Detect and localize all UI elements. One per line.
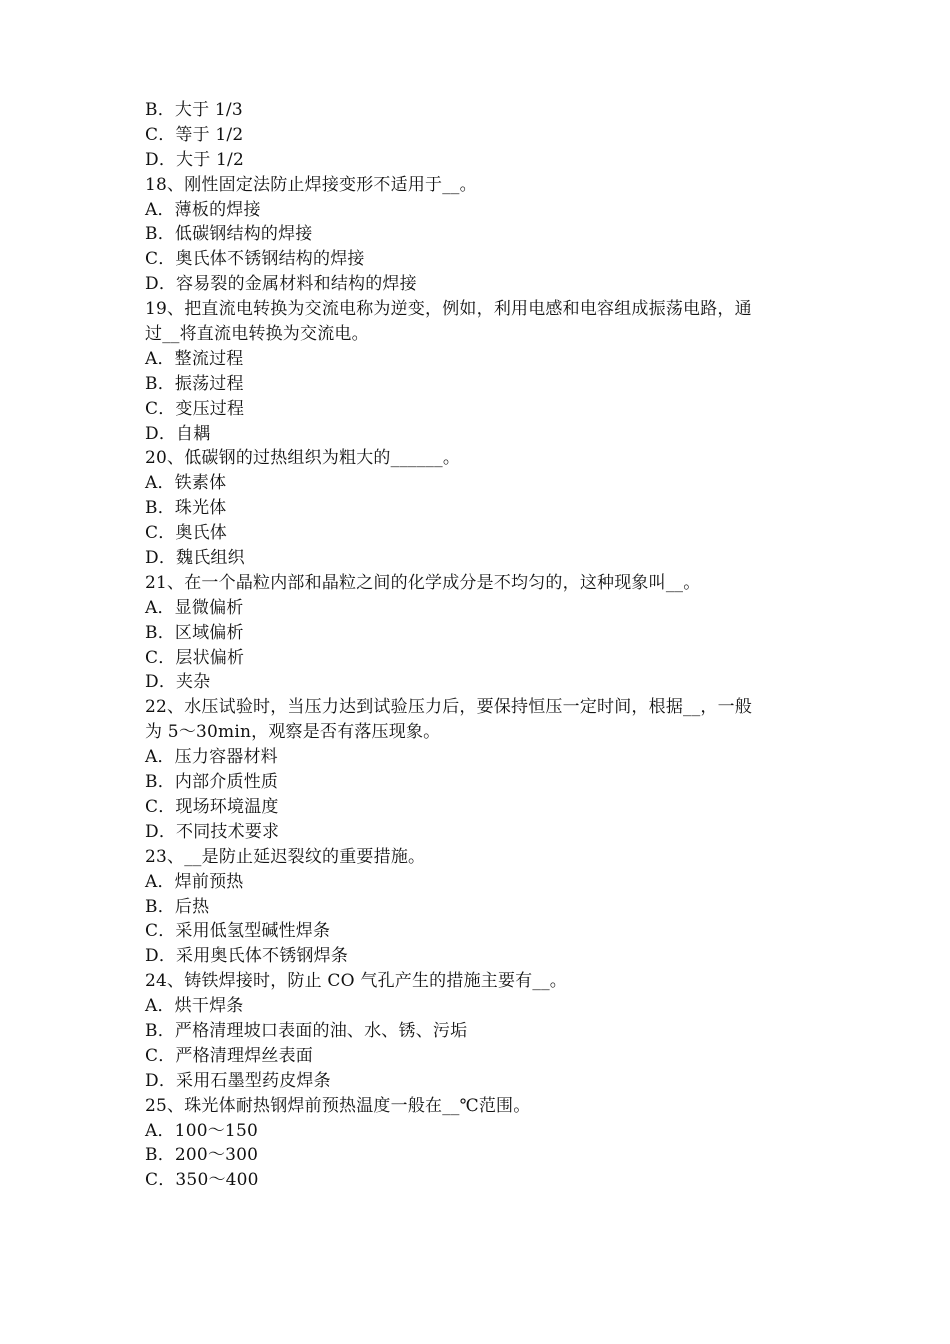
option-line: A．薄板的焊接 bbox=[145, 199, 261, 220]
option-line: C．350～400 bbox=[145, 1170, 259, 1191]
option-line: B．区域偏析 bbox=[145, 622, 244, 643]
option-line: B．大于 1/3 bbox=[145, 100, 243, 120]
question-line: 21、在一个晶粒内部和晶粒之间的化学成分是不均匀的，这种现象叫__。 bbox=[145, 572, 701, 593]
option-line: A．显微偏析 bbox=[145, 597, 244, 618]
question-line: 为 5～30min，观察是否有落压现象。 bbox=[145, 722, 441, 743]
document-page bbox=[145, 98, 817, 1193]
option-line: B．内部介质性质 bbox=[145, 772, 279, 793]
option-line: A．铁素体 bbox=[145, 473, 227, 494]
option-line: D．大于 1/2 bbox=[145, 149, 244, 170]
option-line: C．采用低氢型碱性焊条 bbox=[145, 921, 331, 942]
question-line: 23、__是防止延迟裂纹的重要措施。 bbox=[145, 846, 426, 867]
option-line: D．采用石墨型药皮焊条 bbox=[145, 1070, 331, 1091]
option-line: A．压力容器材料 bbox=[145, 747, 278, 768]
option-line: B．后热 bbox=[145, 896, 210, 917]
option-line: B．珠光体 bbox=[145, 498, 227, 519]
option-line: C．现场环境温度 bbox=[145, 796, 279, 817]
question-line: 过__将直流电转换为交流电。 bbox=[145, 324, 369, 345]
question-line: 22、水压试验时，当压力达到试验压力后，要保持恒压一定时间，根据__，一般 bbox=[145, 697, 753, 718]
option-line: D．容易裂的金属材料和结构的焊接 bbox=[145, 274, 417, 295]
question-line: 19、把直流电转换为交流电称为逆变，例如，利用电感和电容组成振荡电路，通 bbox=[145, 299, 752, 320]
option-line: D．夹杂 bbox=[145, 672, 211, 693]
option-line: A．焊前预热 bbox=[145, 871, 244, 892]
option-line: B．200～300 bbox=[145, 1145, 259, 1166]
option-line: C．变压过程 bbox=[145, 398, 245, 419]
option-line: D．采用奥氏体不锈钢焊条 bbox=[145, 946, 349, 967]
option-line: B．低碳钢结构的焊接 bbox=[145, 224, 313, 245]
option-line: D．自耦 bbox=[145, 423, 211, 444]
option-line: A．整流过程 bbox=[145, 348, 244, 369]
option-line: C．等于 1/2 bbox=[145, 124, 244, 145]
question-line: 20、低碳钢的过热组织为粗大的______。 bbox=[145, 448, 461, 469]
option-line: C．奥氏体不锈钢结构的焊接 bbox=[145, 249, 365, 270]
option-line: B．严格清理坡口表面的油、水、锈、污垢 bbox=[145, 1020, 468, 1041]
question-line: 25、珠光体耐热钢焊前预热温度一般在__℃范围。 bbox=[145, 1095, 531, 1116]
option-line: B．振荡过程 bbox=[145, 373, 244, 394]
option-line: A．100～150 bbox=[145, 1120, 258, 1141]
question-line: 18、刚性固定法防止焊接变形不适用于__。 bbox=[145, 174, 477, 195]
option-line: D．魏氏组织 bbox=[145, 548, 245, 569]
option-line: D．不同技术要求 bbox=[145, 821, 280, 842]
option-line: C．严格清理焊丝表面 bbox=[145, 1045, 314, 1066]
option-line: C．层状偏析 bbox=[145, 647, 245, 668]
option-line: C．奥氏体 bbox=[145, 523, 228, 544]
question-line: 24、铸铁焊接时，防止 CO 气孔产生的措施主要有__。 bbox=[145, 971, 567, 992]
option-line: A．烘干焊条 bbox=[145, 996, 244, 1017]
